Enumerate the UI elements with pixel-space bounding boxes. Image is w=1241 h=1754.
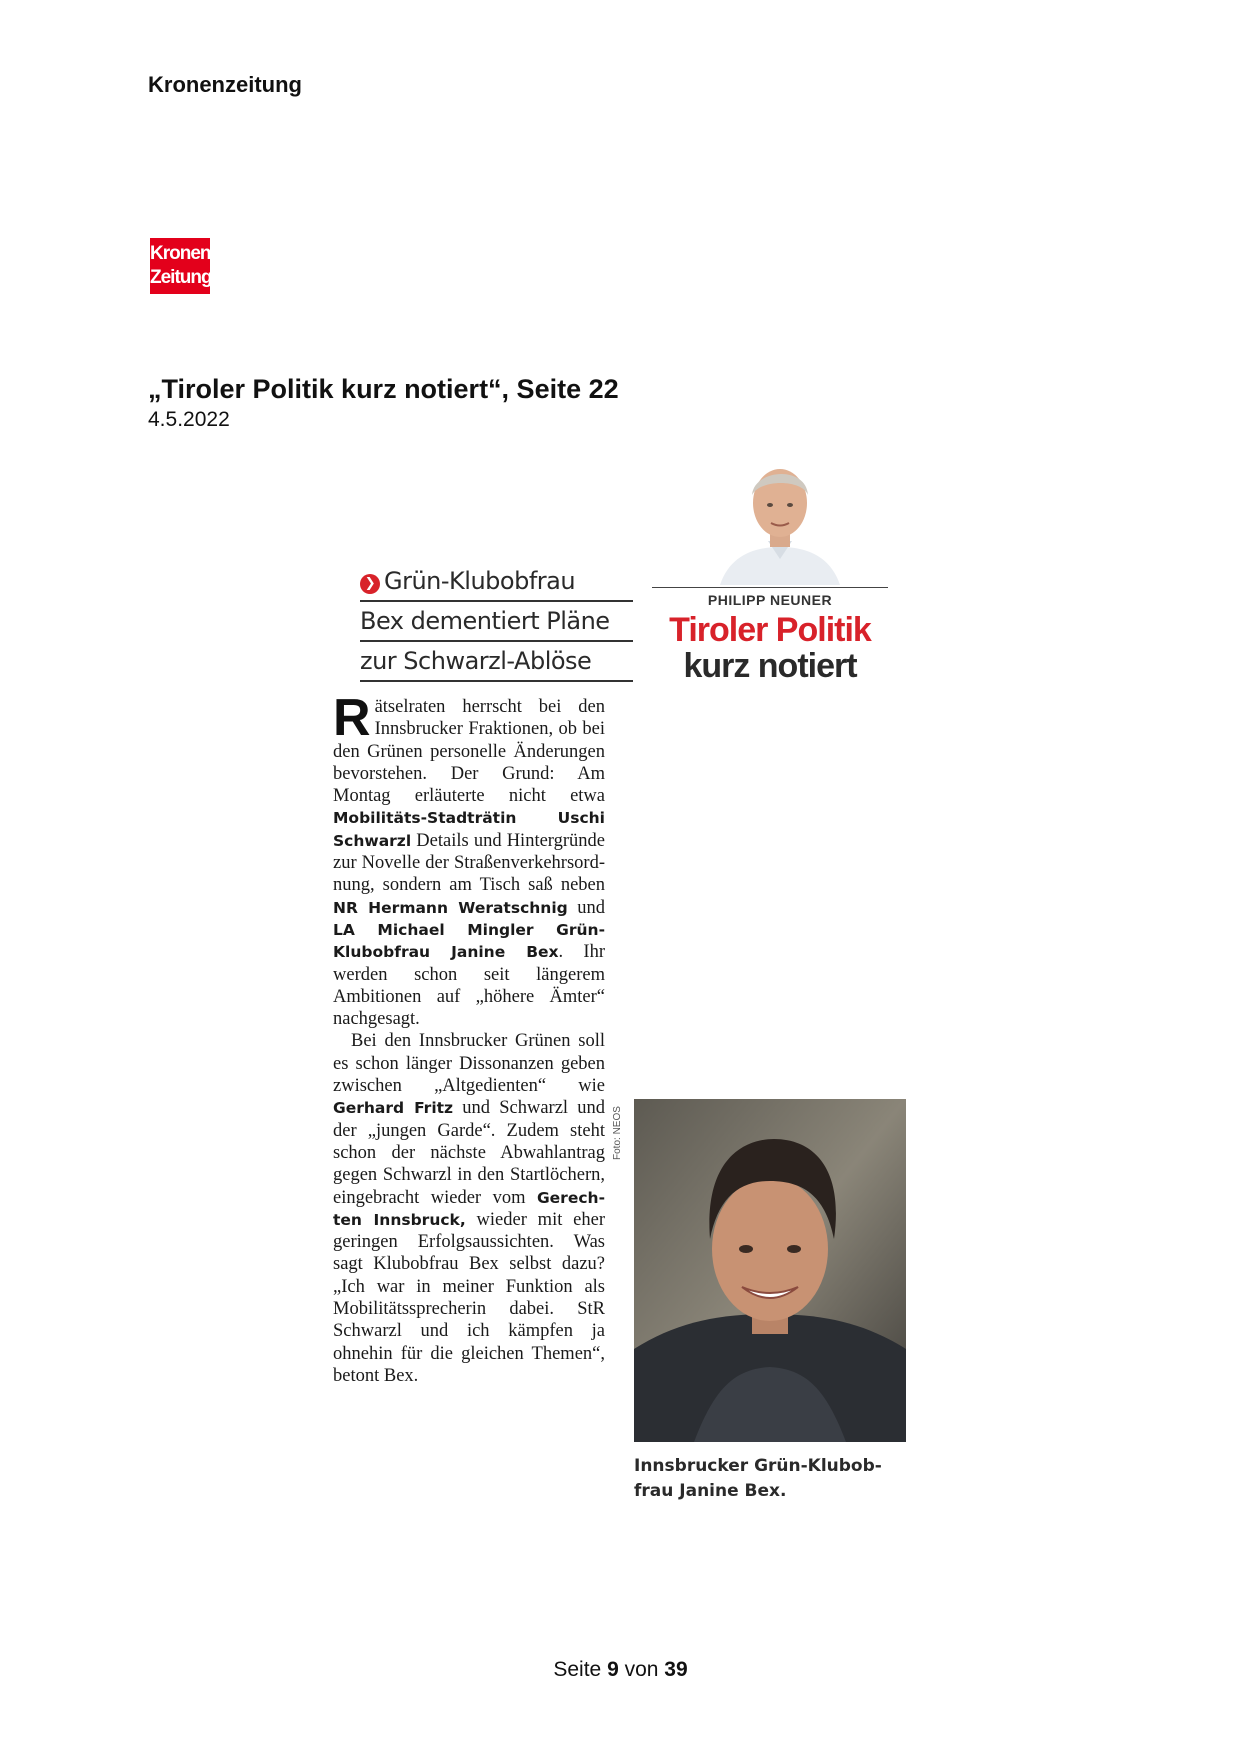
clipping-date: 4.5.2022 bbox=[148, 408, 230, 431]
bold-name-run: Gerechten Innsbruck, bbox=[333, 1188, 605, 1229]
column-title bbox=[652, 612, 888, 684]
column-title-line-1: Tiroler Politik bbox=[669, 611, 871, 649]
text-run: . Ihr werden schon seit längerem Ambitionen auf „höhere Ämter“ nachgesagt. bbox=[333, 942, 605, 1030]
article-headline bbox=[360, 562, 633, 682]
bold-name-run: Mobilitäts-Stadträtin Uschi Schwarzl bbox=[333, 809, 605, 850]
headline-text-1: Grün-Klubobfrau bbox=[384, 567, 576, 595]
footer-page-total: 39 bbox=[664, 1658, 688, 1681]
text-run: und Schwarzl und der „jungen Garde“. Zudem steht schon der nächste Abwahlantrag gegen Schwarzl in den Startlöchern, eingebracht wieder vom bbox=[333, 1098, 605, 1208]
kronen-zeitung-logo bbox=[150, 238, 210, 294]
author-divider bbox=[652, 587, 888, 588]
footer-page-number: 9 bbox=[607, 1658, 619, 1681]
footer-prefix: Seite bbox=[553, 1658, 602, 1681]
page-footer bbox=[0, 1658, 1241, 1682]
photo-credit: Foto: NEOS bbox=[612, 1106, 623, 1160]
logo-line-1: Kronen bbox=[150, 243, 211, 264]
footer-separator: von bbox=[624, 1658, 659, 1681]
bold-name-run: LA Michael Mingler Grün-Klubobfrau Janine Bex bbox=[333, 920, 605, 962]
article-body bbox=[333, 689, 605, 1387]
arrow-bullet-icon: ❯ bbox=[360, 574, 380, 594]
headline-line-1 bbox=[360, 562, 633, 602]
bold-name-run: Gerhard Fritz bbox=[333, 1099, 454, 1118]
paragraph-1 bbox=[333, 689, 605, 1030]
text-run: und bbox=[567, 897, 605, 918]
portrait-photo bbox=[634, 1099, 906, 1442]
photo-caption: Innsbrucker Grün-Klubobfrau Janine Bex. bbox=[634, 1456, 882, 1501]
headline-line-3: zur Schwarzl-Ablöse bbox=[360, 642, 633, 682]
author-name: PHILIPP NEUNER bbox=[707, 592, 833, 608]
paragraph-2 bbox=[333, 1030, 605, 1387]
headline-line-2: Bex dementiert Pläne bbox=[360, 602, 633, 642]
logo-line-2: Zeitung bbox=[150, 267, 212, 288]
text-run: ätselraten herrscht bei den Innsbrucker Fraktionen, ob bei den Grünen personelle Änderungen bevorstehen. Der Grund: Am Montag erläuterte nicht etwa bbox=[333, 697, 605, 807]
column-title-line-2: kurz notiert bbox=[683, 647, 857, 685]
text-run: wieder mit eher geringen Erfolgsaussichten. Was sagt Klubobfrau Bex selbst dazu? „Ich war in meiner Funktion als Mobilitätssprecherin dabei. StR Schwarzl und ich kämpfen ja ohnehin für die gleichen Themen“, betont Bex. bbox=[333, 1209, 605, 1386]
drop-cap: R bbox=[333, 689, 371, 747]
text-run: Details und Hintergründe zur Novelle der Straßenverkehrsordnung, sondern am Tisch saß neben bbox=[333, 830, 605, 896]
source-name: Kronenzeitung bbox=[148, 72, 302, 97]
bold-name-run: NR Hermann Weratschnig bbox=[333, 898, 568, 917]
author-photo bbox=[700, 455, 860, 585]
clipping-title: „Tiroler Politik kurz notiert“, Seite 22 bbox=[148, 374, 619, 404]
text-run: Bei den Innsbrucker Grünen soll es schon länger Dissonanzen geben zwischen „Altgedienten“ wie bbox=[333, 1031, 605, 1097]
